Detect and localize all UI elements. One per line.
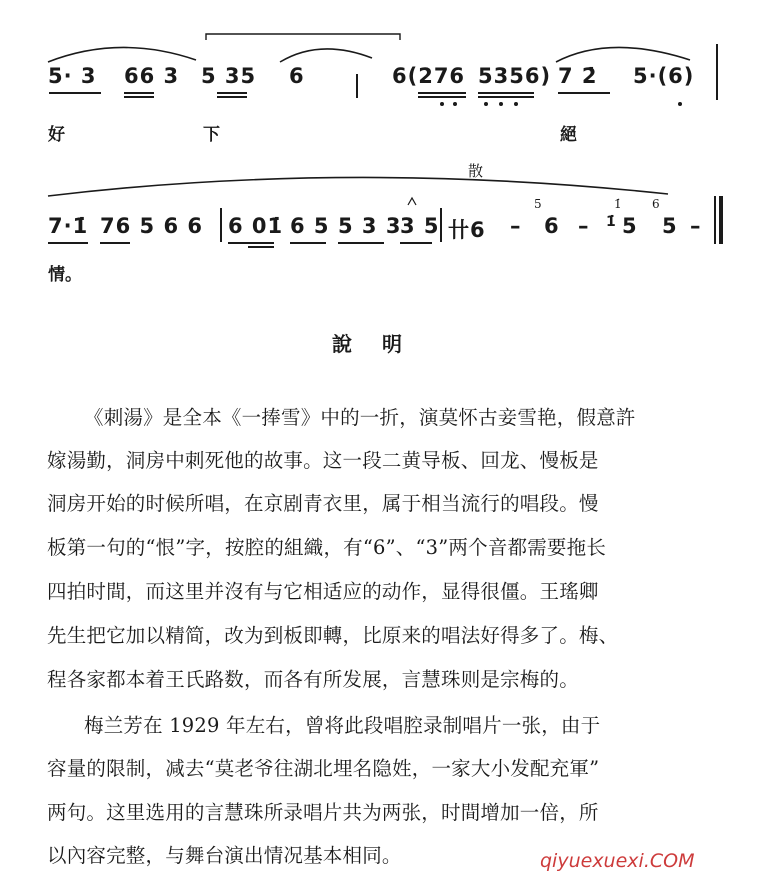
- low-dot: [678, 102, 682, 106]
- grace-note: 5: [534, 197, 542, 211]
- text-line: 容量的限制，减去“莫老爷往湖北埋名隐姓，一家大小发配充軍”: [47, 757, 600, 780]
- text-line: 四拍时間，而这里并沒有与它相适应的动作，显得很僵。王瑤卿: [47, 580, 599, 603]
- beam: [124, 92, 154, 94]
- low-dot: [514, 102, 518, 106]
- beam: [338, 242, 384, 244]
- notes-seg-8: 5·(6): [633, 64, 695, 88]
- notes-seg-10: 5: [622, 214, 638, 238]
- barline-end-1: [716, 44, 718, 100]
- lyric-xia: 下: [203, 125, 220, 145]
- notes-seg-2: 66 3: [124, 64, 180, 88]
- final-barline-thick: [719, 196, 723, 244]
- dash: –: [690, 214, 702, 238]
- beam: [400, 242, 432, 244]
- tempo-mark-san: 散: [468, 162, 484, 180]
- text-line: 以內容完整，与舞台演出情况基本相同。: [47, 844, 402, 867]
- text-line: 《刺湯》是全本《一捧雪》中的一折，演莫怀古妾雪艳，假意許: [84, 406, 636, 429]
- beam: [418, 92, 466, 94]
- beam: [217, 92, 247, 94]
- text-line: 嫁湯勤，洞房中刺死他的故事。这一段二黄导板、回龙、慢板是: [47, 449, 599, 472]
- notes-seg-2: 76 5 6 6: [100, 214, 203, 238]
- low-dot: [453, 102, 457, 106]
- watermark-text: qiyuexuexi.COM: [540, 850, 695, 872]
- beam: [418, 96, 466, 98]
- final-barline-thin: [714, 196, 716, 244]
- grace-note: 1̇: [614, 197, 622, 211]
- text-line: 程各家都本着王氏路数，而各有所发展，言慧珠则是宗梅的。: [47, 668, 579, 691]
- text-line: 洞房开始的时候所唱，在京剧青衣里，属于相当流行的唱段。慢: [47, 492, 599, 515]
- beam: [478, 96, 534, 98]
- beam: [248, 246, 274, 248]
- beam: [478, 92, 534, 94]
- slur-marks: [0, 0, 760, 300]
- notes-seg-6: 3 5: [400, 214, 440, 238]
- grace-note: 6: [652, 197, 660, 211]
- notes-seg-7: 7 2̇: [558, 64, 598, 88]
- dash: –: [578, 214, 590, 238]
- notes-seg-8: 6: [544, 214, 560, 238]
- beam: [124, 96, 154, 98]
- beam: [290, 242, 326, 244]
- text-line: 先生把它加以精简，改为到板即轉，比原来的唱法好得多了。梅、: [47, 624, 619, 647]
- dash: –: [510, 214, 522, 238]
- section-heading: 說明: [332, 332, 432, 356]
- text-line: 板第一句的“恨”字，按腔的組織，有“6”、“3”两个音都需要拖长: [47, 536, 607, 559]
- notes-seg-5: 6(276: [392, 64, 466, 88]
- notes-seg-11: 5: [662, 214, 678, 238]
- lyric-hao: 好: [48, 125, 65, 145]
- notes-seg-3: 6 01̇: [228, 214, 284, 238]
- lyric-qing: 情。: [48, 265, 82, 285]
- beam: [100, 242, 130, 244]
- beam: [48, 242, 88, 244]
- notes-seg-6: 5356): [478, 64, 552, 88]
- notes-seg-4: 6 5: [290, 214, 330, 238]
- notes-seg-5: 5 3 3: [338, 214, 402, 238]
- dashed-barline: [356, 74, 358, 98]
- low-dot: [440, 102, 444, 106]
- barline: [220, 208, 222, 242]
- notes-seg-3: 5 35: [201, 64, 257, 88]
- lyric-jue: 絕: [560, 125, 577, 145]
- low-dot: [484, 102, 488, 106]
- beam: [49, 92, 101, 94]
- notes-seg-9: 1̇: [606, 214, 617, 230]
- low-dot: [499, 102, 503, 106]
- notes-seg-7: 卄6: [448, 218, 486, 242]
- text-line: 梅兰芳在 1929 年左右，曾将此段唱腔录制唱片一张，由于: [84, 714, 601, 737]
- barline: [440, 208, 442, 242]
- notes-seg-1: 5· 3: [48, 64, 97, 88]
- beam: [228, 242, 274, 244]
- notes-seg-1: 7·1̇: [48, 214, 89, 238]
- beam: [558, 92, 610, 94]
- text-line: 两句。这里选用的言慧珠所录唱片共为两张，时間增加一倍，所: [47, 801, 599, 824]
- notes-seg-4: 6: [289, 64, 305, 88]
- beam: [217, 96, 247, 98]
